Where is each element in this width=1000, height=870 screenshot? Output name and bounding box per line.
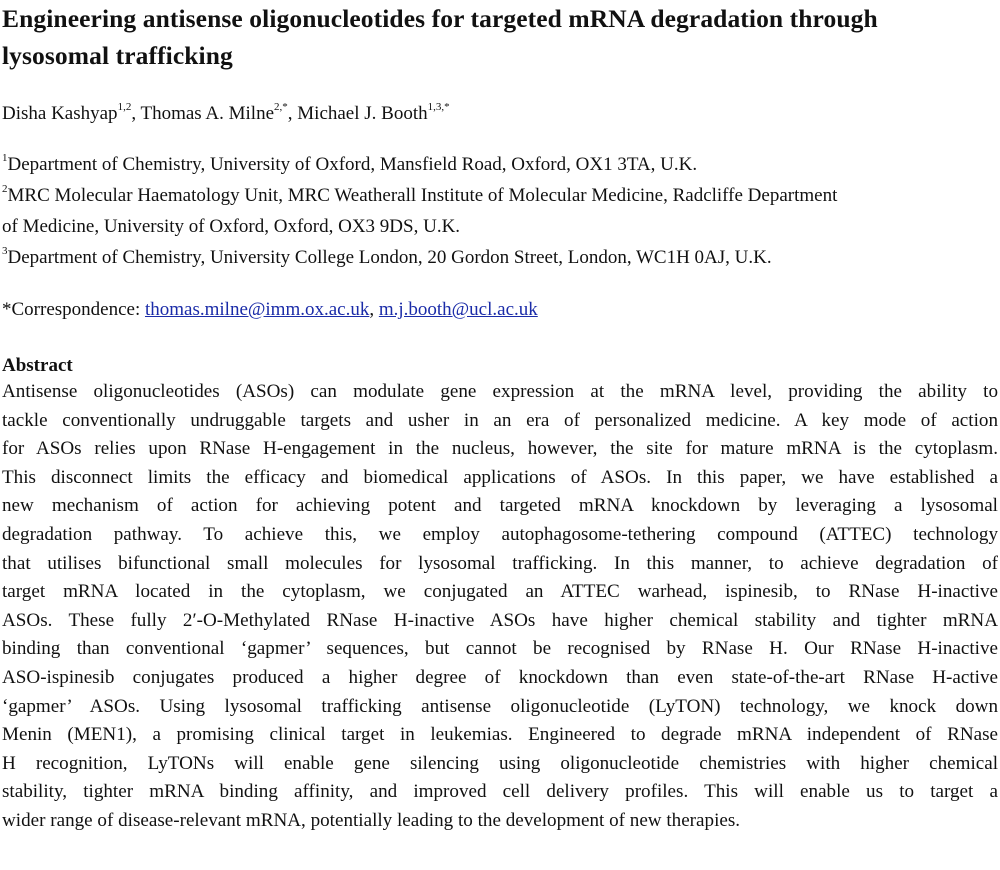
correspondence-label: *Correspondence: [2, 299, 145, 320]
affiliation-item [2, 180, 998, 242]
affiliation-number: 2 [2, 182, 8, 195]
abstract-line: Antisense oligonucleotides (ASOs) can modulate gene expression at the mRNA level, providing the ability to [2, 381, 998, 402]
abstract-line: This disconnect limits the efficacy and biomedical applications of ASOs. In this paper, we have established a [2, 466, 998, 488]
abstract-body [2, 378, 998, 836]
author-affiliation-marker: 1,3,* [427, 100, 450, 113]
correspondence [2, 298, 998, 322]
author-name: Michael J. Booth [297, 103, 428, 124]
abstract-line: that utilises bifunctional small molecules for lysosomal trafficking. In this manner, to achieve degradation of [2, 552, 998, 574]
abstract-line: ‘gapmer’ ASOs. Using lysosomal trafficking antisense oligonucleotide (LyTON) technology, we knock down [2, 695, 998, 717]
author-separator: , [287, 103, 298, 124]
abstract-line: tackle conventionally undruggable targets and usher in an era of personalized medicine. A key mode of action [2, 409, 998, 431]
author-separator: , [131, 103, 141, 124]
title-line-2: lysosomal trafficking [2, 41, 233, 70]
abstract-line: new mechanism of action for achieving potent and targeted mRNA knockdown by leveraging a lysosomal [2, 495, 998, 517]
author-affiliation-marker: 1,2 [117, 100, 132, 113]
affiliation-item [2, 149, 998, 180]
title-line-1: Engineering antisense oligonucleotides for targeted mRNA degradation through [2, 4, 878, 33]
abstract-line: degradation pathway. To achieve this, we employ autophagosome-tethering compound (ATTEC) technology [2, 523, 998, 545]
email-separator: , [369, 299, 379, 320]
author-name: Disha Kashyap [2, 103, 118, 124]
abstract-line: ASOs. These fully 2′-O-Methylated RNase H-inactive ASOs have higher chemical stability and tighter mRNA [2, 609, 998, 631]
abstract-line: stability, tighter mRNA binding affinity, and improved cell delivery profiles. This will enable us to target a [2, 781, 998, 803]
abstract-line: target mRNA located in the cytoplasm, we conjugated an ATTEC warhead, ispinesib, to RNase H-inactive [2, 581, 998, 603]
abstract-line: wider range of disease-relevant mRNA, potentially leading to the development of new therapies. [2, 809, 741, 831]
affiliation-item [2, 242, 998, 273]
affiliation-number: 3 [2, 244, 8, 257]
affiliation-number: 1 [2, 151, 8, 164]
author-affiliation-marker: 2,* [274, 100, 288, 113]
abstract-line: Menin (MEN1), a promising clinical target in leukemias. Engineered to degrade mRNA independent of RNase [2, 724, 998, 746]
abstract-line: binding than conventional ‘gapmer’ sequences, but cannot be recognised by RNase H. Our RNase H-inactive [2, 638, 998, 660]
paper-title [2, 0, 998, 74]
abstract-heading: Abstract [2, 355, 73, 376]
abstract-line: for ASOs relies upon RNase H-engagement in the nucleus, however, the site for mature mRNA is the cytoplasm. [2, 438, 998, 460]
email-link-milne[interactable]: thomas.milne@imm.ox.ac.uk [144, 299, 370, 320]
affiliation-text-continued: of Medicine, University of Oxford, Oxford, OX3 9DS, U.K. [2, 216, 461, 237]
affiliation-text: MRC Molecular Haematology Unit, MRC Weatherall Institute of Molecular Medicine, Radcliffe Department [7, 185, 838, 206]
affiliation-text: Department of Chemistry, University College London, 20 Gordon Street, London, WC1H 0AJ, U.K. [7, 247, 772, 268]
abstract-line: ASO-ispinesib conjugates produced a higher degree of knockdown than even state-of-the-art RNase H-active [2, 666, 998, 688]
abstract-line: H recognition, LyTONs will enable gene silencing using oligonucleotide chemistries with higher chemical [2, 752, 998, 774]
author-list [2, 102, 998, 126]
affiliation-text: Department of Chemistry, University of Oxford, Mansfield Road, Oxford, OX1 3TA, U.K. [7, 154, 698, 175]
email-link-booth[interactable]: m.j.booth@ucl.ac.uk [378, 299, 538, 320]
affiliation-list [2, 149, 998, 273]
author-name: Thomas A. Milne [140, 103, 275, 124]
